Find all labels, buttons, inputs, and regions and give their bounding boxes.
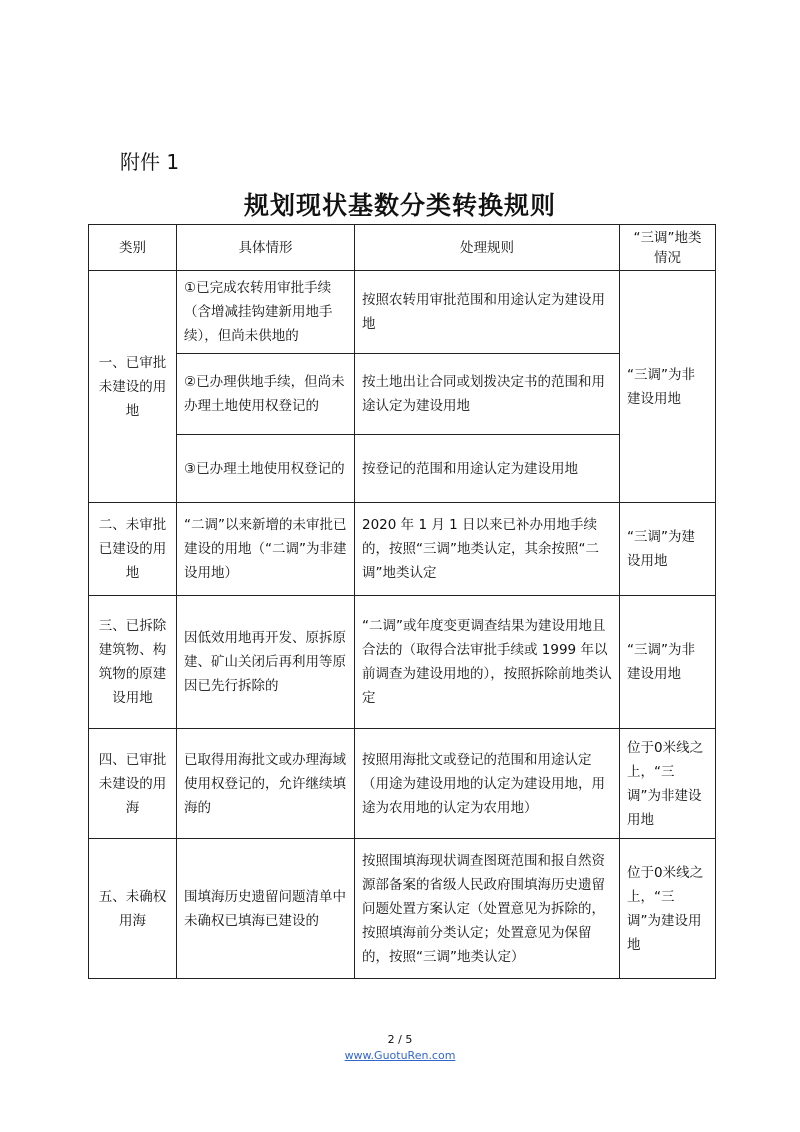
status-cell: “三调”为非建设用地 [620, 596, 716, 729]
footer-website-link[interactable]: www.GuotuRen.com [344, 1049, 456, 1062]
document-title: 规划现状基数分类转换规则 [243, 191, 556, 220]
category-cell: 五、未确权用海 [89, 839, 177, 979]
page-number: 2 / 5 [387, 1033, 413, 1046]
situation-cell: ③已办理土地使用权登记的 [177, 435, 355, 503]
situation-cell: 因低效用地再开发、原拆原建、矿山关闭后再利用等原因已先行拆除的 [177, 596, 355, 729]
rule-cell: 按土地出让合同或划拨决定书的范围和用途认定为建设用地 [355, 354, 620, 435]
column-header-rule: 处理规则 [355, 225, 620, 271]
table-row [89, 839, 716, 979]
rule-cell: 按照用海批文或登记的范围和用途认定（用途为建设用地的认定为建设用地，用途为农用地的认定为农用地） [355, 729, 620, 839]
rule-cell: 按登记的范围和用途认定为建设用地 [355, 435, 620, 503]
status-cell: 位于0米线之上，“三调”为非建设用地 [620, 729, 716, 839]
conversion-rules-table [88, 224, 716, 979]
situation-cell: ①已完成农转用审批手续（含增减挂钩建新用地手续），但尚未供地的 [177, 271, 355, 354]
table-row [89, 271, 716, 354]
status-cell: 位于0米线之上，“三调”为建设用地 [620, 839, 716, 979]
attachment-label: 附件 1 [120, 150, 180, 174]
situation-cell: ②已办理供地手续，但尚未办理土地使用权登记的 [177, 354, 355, 435]
table-header-row [89, 225, 716, 271]
column-header-status: “三调”地类情况 [620, 225, 716, 271]
table-row [89, 729, 716, 839]
category-cell: 三、已拆除建筑物、构筑物的原建设用地 [89, 596, 177, 729]
status-cell: “三调”为建设用地 [620, 503, 716, 596]
situation-cell: 围填海历史遗留问题清单中未确权已填海已建设的 [177, 839, 355, 979]
rule-cell: 2020 年 1 月 1 日以来已补办用地手续的，按照“三调”地类认定，其余按照“二调”地类认定 [355, 503, 620, 596]
situation-cell: 已取得用海批文或办理海域使用权登记的，允许继续填海的 [177, 729, 355, 839]
situation-cell: “二调”以来新增的未审批已建设的用地（“二调”为非建设用地） [177, 503, 355, 596]
table-row [89, 503, 716, 596]
category-cell: 二、未审批已建设的用地 [89, 503, 177, 596]
rule-cell: 按照农转用审批范围和用途认定为建设用地 [355, 271, 620, 354]
column-header-category: 类别 [89, 225, 177, 271]
table-row [89, 596, 716, 729]
status-cell: “三调”为非建设用地 [620, 271, 716, 503]
category-cell: 四、已审批未建设的用海 [89, 729, 177, 839]
category-cell: 一、已审批未建设的用地 [89, 271, 177, 503]
rule-cell: 按照围填海现状调查图斑范围和报自然资源部备案的省级人民政府围填海历史遗留问题处置方案认定（处置意见为拆除的，按照填海前分类认定；处置意见为保留的，按照“三调”地类认定） [355, 839, 620, 979]
rule-cell: “二调”或年度变更调查结果为建设用地且合法的（取得合法审批手续或 1999 年以前调查为建设用地的），按照拆除前地类认定 [355, 596, 620, 729]
column-header-situation: 具体情形 [177, 225, 355, 271]
